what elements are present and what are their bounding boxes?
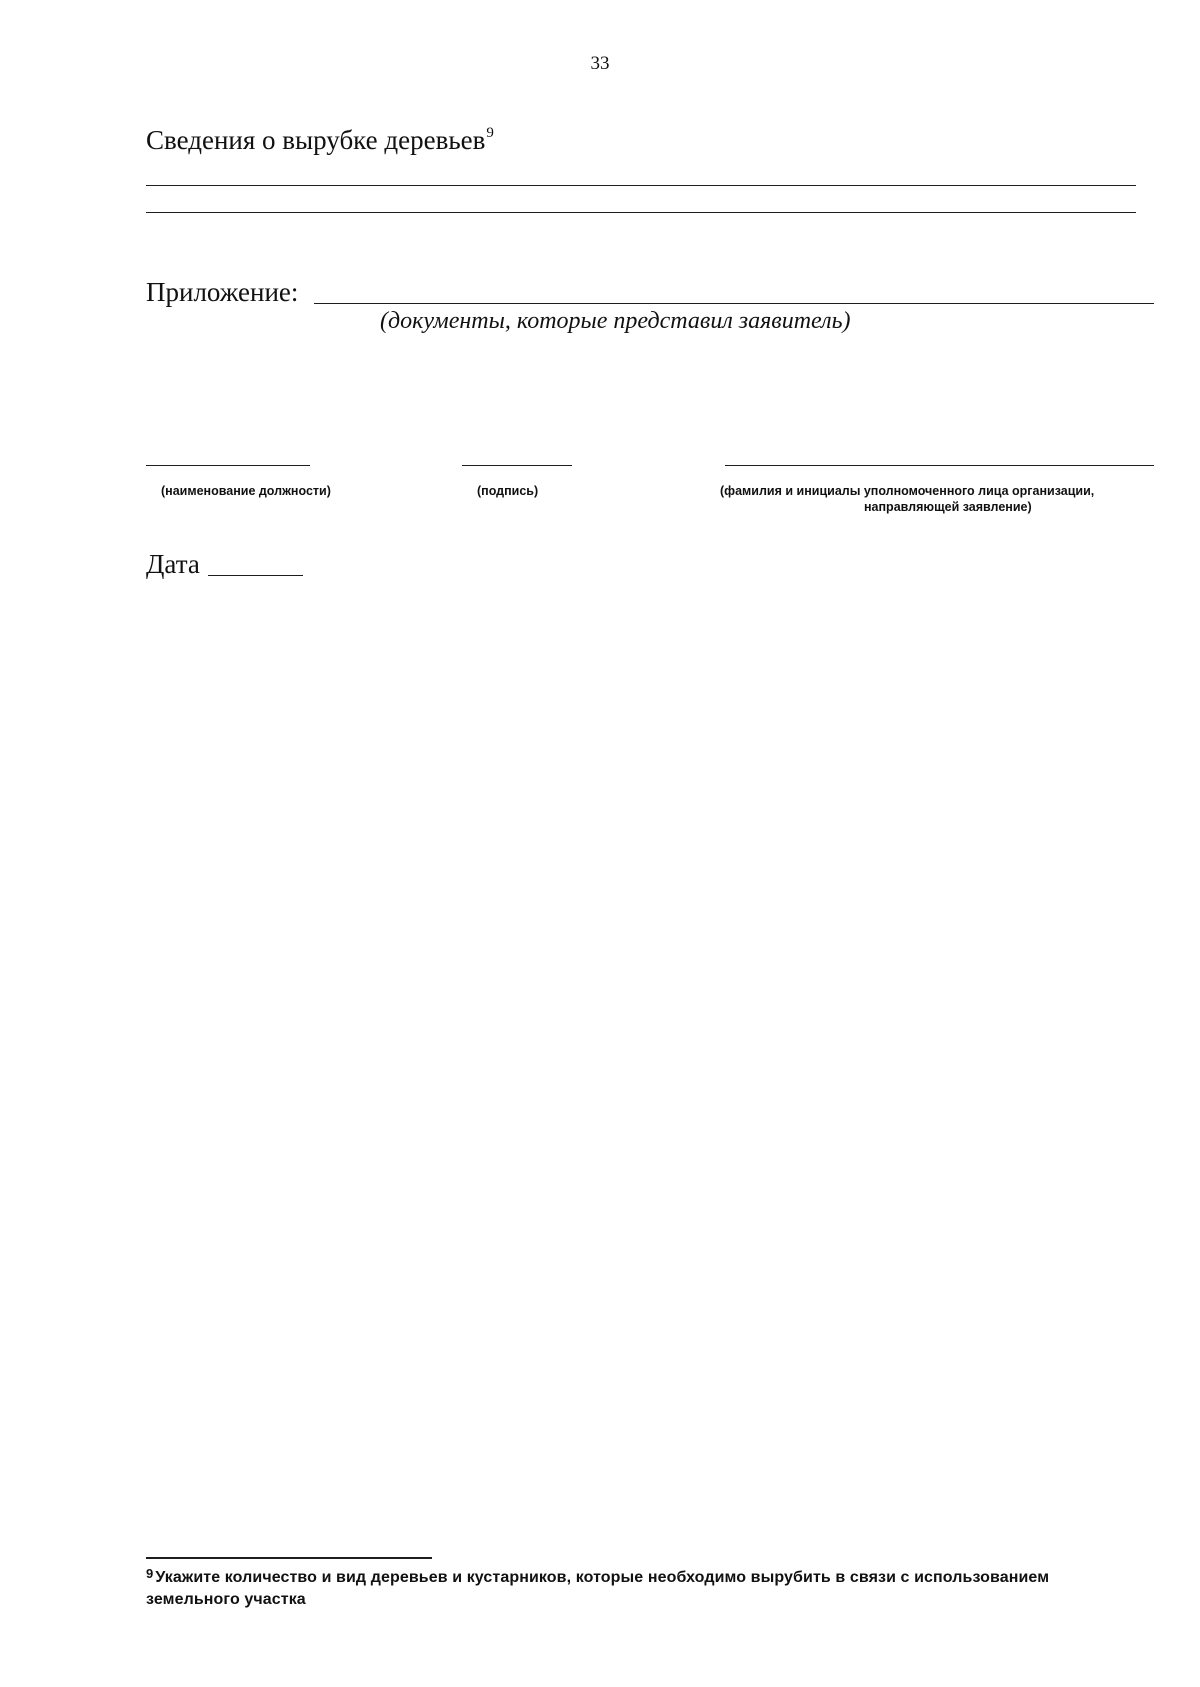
tree-info-line-2 <box>146 212 1136 213</box>
name-line <box>725 465 1154 466</box>
footnote <box>146 1567 1106 1611</box>
name-caption <box>720 483 1134 515</box>
footnote-reference: 9 <box>486 125 494 141</box>
footnote-text: Укажите количество и вид деревьев и кустарников, которые необходимо вырубить в связи с использованием земельного участка <box>146 1569 1050 1608</box>
signature-caption: (подпись) <box>477 484 539 498</box>
page-number: 33 <box>590 53 610 74</box>
tree-info-line-1 <box>146 185 1136 186</box>
position-line <box>146 465 310 466</box>
footnote-separator <box>146 1557 432 1559</box>
date-label: Дата <box>146 549 200 579</box>
section-title <box>146 127 493 154</box>
position-caption: (наименование должности) <box>161 484 331 498</box>
name-caption-line2: направляющей заявление) <box>864 500 1032 514</box>
section-title-text: Сведения о вырубке деревьев <box>146 125 486 155</box>
annex-caption: (документы, которые представил заявитель) <box>380 308 851 334</box>
footnote-mark: 9 <box>146 1566 154 1581</box>
signature-line <box>462 465 572 466</box>
date-fill-line <box>208 575 303 576</box>
annex-fill-line <box>314 303 1154 304</box>
annex-label: Приложение: <box>146 277 299 307</box>
name-caption-line1: (фамилия и инициалы уполномоченного лица организации, <box>720 484 1095 498</box>
